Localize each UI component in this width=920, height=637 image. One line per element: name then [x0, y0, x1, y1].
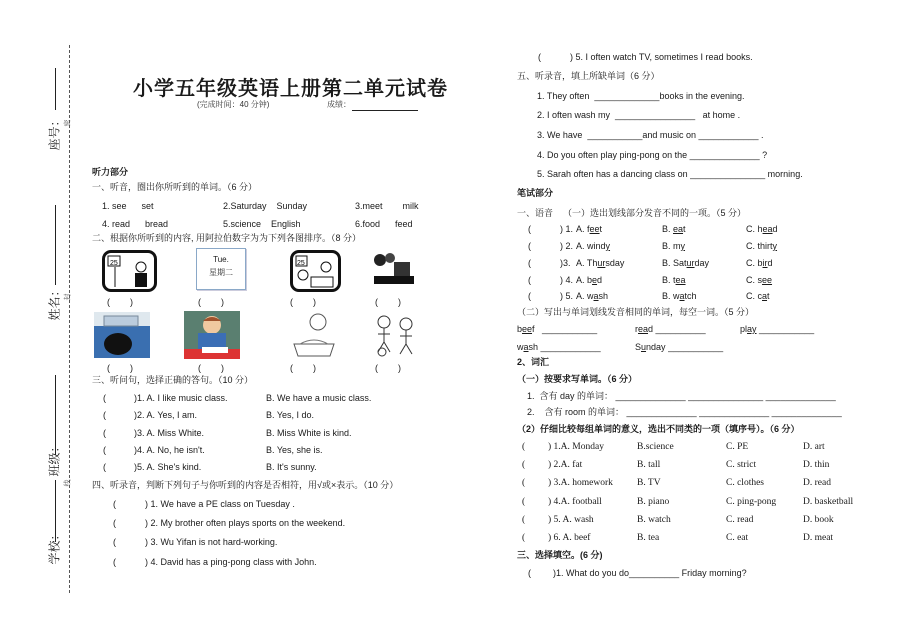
- underlined-letters: ea: [675, 275, 686, 285]
- picture-teacher-calendar: [102, 250, 157, 292]
- answer-paren[interactable]: ( ): [198, 363, 224, 373]
- word-choice-item[interactable]: 6.food feed: [355, 219, 413, 229]
- option-c: C. read: [726, 515, 754, 525]
- option-label: B.: [662, 224, 674, 234]
- word-part: b: [517, 324, 523, 334]
- option-label: A.: [576, 291, 588, 301]
- option-a: [576, 223, 602, 235]
- option-a: ) 2.A. fat: [548, 460, 583, 470]
- question-heading: 三、选择填空。(6 分): [517, 550, 603, 560]
- underlined-letters: ea: [762, 224, 773, 234]
- option-a: )3. A. Miss White.: [134, 428, 205, 438]
- sound-word[interactable]: [635, 323, 706, 335]
- answer-paren[interactable]: ( ): [290, 297, 316, 307]
- option-c: [746, 274, 772, 286]
- answer-paren[interactable]: (: [528, 224, 531, 234]
- fill-blank-sentence[interactable]: 5. Sarah often has a dancing class on _______________ morning.: [537, 169, 803, 179]
- choice-question[interactable]: )1. What do you do__________ Friday morning?: [553, 568, 747, 578]
- word-part: d: [648, 324, 654, 334]
- underlined-letters: ea: [673, 224, 684, 234]
- answer-paren[interactable]: (: [113, 499, 116, 509]
- word-part: m: [673, 241, 681, 251]
- option-b: B. piano: [637, 497, 670, 507]
- question-heading: 2、词汇: [517, 357, 550, 367]
- answer-paren[interactable]: (: [103, 428, 106, 438]
- answer-paren[interactable]: (: [113, 518, 116, 528]
- shop-calendar-drawing: [293, 253, 338, 289]
- underlined-letters: u: [641, 342, 647, 352]
- word-part: w: [587, 291, 594, 301]
- underlined-letters: ur: [597, 258, 606, 268]
- word-part: d: [767, 258, 773, 268]
- answer-paren[interactable]: (: [103, 462, 106, 472]
- word-part: d: [772, 224, 778, 234]
- word-part: c: [757, 291, 763, 301]
- seal-char-mi: 密: [64, 119, 72, 127]
- question-heading: 二、根据你所听到的内容, 用阿拉伯数字为为下列各图排序。（8 分）: [92, 233, 362, 243]
- word-part: b: [587, 275, 593, 285]
- option-d: D. meat: [803, 533, 834, 543]
- option-label: C.: [746, 224, 758, 234]
- picture-boys-football: [370, 312, 420, 358]
- word-part: Sat: [673, 258, 687, 268]
- option-d: D. basketball: [803, 497, 854, 507]
- word-part: f: [587, 224, 590, 234]
- option-a: [576, 274, 602, 286]
- underlined-letters: a: [679, 291, 685, 301]
- underlined-letters: y: [772, 241, 778, 251]
- option-d: D. book: [803, 515, 834, 525]
- answer-paren[interactable]: ( ): [375, 297, 401, 307]
- note-day-en: Tue.: [213, 255, 229, 264]
- sub-heading: （一）按要求写单词。（6 分）: [517, 374, 638, 384]
- option-a: ) 6. A. beef: [548, 533, 591, 543]
- judgement-sentence: ) 1. We have a PE class on Tuesday .: [145, 499, 295, 509]
- answer-paren[interactable]: ( ): [198, 297, 224, 307]
- underlined-letters: ea: [638, 324, 649, 334]
- option-b: [662, 257, 709, 269]
- option-c: C. PE: [726, 442, 749, 452]
- option-label: B.: [662, 291, 674, 301]
- option-b: B. Miss White is kind.: [266, 428, 352, 438]
- seat-label: 座号：: [47, 114, 62, 151]
- answer-blank[interactable]: ___________: [756, 324, 815, 334]
- question-number: ) 2.: [560, 241, 574, 251]
- picture-shop-calendar: [290, 250, 341, 292]
- answer-paren[interactable]: ( ): [375, 363, 401, 373]
- binding-dashed-line: [69, 45, 70, 593]
- option-c: [746, 257, 773, 269]
- answer-blank[interactable]: ____________: [538, 342, 601, 352]
- answer-paren[interactable]: (: [522, 478, 526, 488]
- class-label: 班级：: [47, 440, 62, 477]
- picture-boy-computer: [94, 312, 150, 358]
- answer-paren[interactable]: ( ): [290, 363, 316, 373]
- judgement-sentence: ) 4. David has a ping-pong class with John.: [145, 557, 317, 567]
- word-part: wind: [587, 241, 606, 251]
- sound-word[interactable]: [517, 323, 597, 335]
- score-label: 成绩：: [327, 100, 351, 109]
- option-b: B. We have a music class.: [266, 393, 372, 403]
- answer-blank[interactable]: ___________: [534, 324, 598, 334]
- option-c: C. clothes: [726, 478, 764, 488]
- question-heading: （二）写出与单词划线发音相同的单词，每空一词。（5 分）: [517, 307, 755, 317]
- option-label: A.: [576, 275, 588, 285]
- answer-paren[interactable]: (: [522, 515, 526, 525]
- option-c: C. strict: [726, 460, 757, 470]
- question-heading: 四、听录音，判断下列句子与你听到的内容是否相符，用√或×表示。（10 分）: [92, 480, 399, 490]
- word-part: t: [673, 275, 676, 285]
- answer-paren[interactable]: (: [528, 275, 531, 285]
- word-part: sh: [528, 342, 539, 352]
- option-c: [746, 223, 778, 235]
- option-b: B. It's sunny.: [266, 462, 317, 472]
- question-heading: 三、听问句，选择正确的答句。（10 分）: [92, 375, 254, 385]
- note-day-cn: 星期二: [209, 268, 233, 277]
- boys-football-drawing: [370, 312, 420, 358]
- score-blank[interactable]: [352, 110, 418, 111]
- option-b: [662, 223, 686, 235]
- picture-computer-room: [370, 250, 418, 290]
- answer-blank[interactable]: ___________: [665, 342, 724, 352]
- underlined-letters: ee: [522, 324, 533, 334]
- answer-paren[interactable]: (: [113, 557, 116, 567]
- word-part: h: [757, 224, 763, 234]
- option-b: B. Yes, I do.: [266, 410, 315, 420]
- svg-text:25: 25: [110, 260, 118, 267]
- word-choice-item[interactable]: 5.science English: [223, 219, 301, 229]
- option-label: C.: [746, 258, 758, 268]
- boy-computer-drawing: [94, 312, 150, 358]
- question-number: ) 4.: [560, 275, 574, 285]
- option-b: [662, 274, 686, 286]
- underlined-letters: y: [605, 241, 611, 251]
- option-a: ) 1.A. Monday: [548, 442, 604, 452]
- option-a: )4. A. No, he isn't.: [134, 445, 205, 455]
- section-heading-writing: 笔试部分: [517, 188, 554, 198]
- underlined-letters: a: [523, 342, 529, 352]
- option-b: B.science: [637, 442, 674, 452]
- computer-room-drawing: [370, 250, 418, 290]
- underlined-letters: ir: [762, 258, 768, 268]
- answer-paren[interactable]: (: [522, 533, 526, 543]
- fill-blank-sentence[interactable]: 3. We have ___________and music on ____________ .: [537, 130, 764, 140]
- seal-char-feng: 封: [64, 293, 72, 301]
- option-c: [746, 290, 770, 302]
- underlined-letters: ee: [589, 224, 600, 234]
- word-part: t: [683, 224, 686, 234]
- answer-paren[interactable]: (: [522, 442, 526, 452]
- option-label: A.: [576, 241, 588, 251]
- section-heading-listening: 听力部分: [92, 167, 129, 177]
- option-b: B. TV: [637, 478, 661, 488]
- word-choice-item[interactable]: 2.Saturday Sunday: [223, 201, 308, 211]
- word-part: Th: [586, 258, 598, 268]
- word-part: tch: [684, 291, 697, 301]
- underlined-letters: e: [592, 275, 598, 285]
- option-a: [576, 257, 624, 269]
- option-a: )2. A. Yes, I am.: [134, 410, 198, 420]
- word-choice-item[interactable]: 1. see set: [102, 201, 154, 211]
- option-b: [662, 240, 685, 252]
- option-label: C.: [746, 291, 758, 301]
- answer-paren[interactable]: (: [528, 241, 531, 251]
- word-part: nday: [646, 342, 666, 352]
- option-label: B.: [662, 275, 674, 285]
- option-label: B.: [662, 258, 674, 268]
- picture-girl-washing: [290, 310, 338, 358]
- word-part: t: [767, 291, 770, 301]
- word-part: s: [757, 275, 763, 285]
- word-part: sh: [598, 291, 609, 301]
- sound-word[interactable]: [517, 341, 601, 353]
- option-c: C. eat: [726, 533, 749, 543]
- fill-blank-sentence[interactable]: 4. Do you often play ping-pong on the ______________ ?: [537, 150, 768, 160]
- question-number: )3.: [560, 258, 571, 268]
- option-a: ) 3.A. homework: [548, 478, 613, 488]
- answer-blank[interactable]: __________: [653, 324, 706, 334]
- word-choice-item[interactable]: 4. read bread: [102, 219, 169, 229]
- underlined-letters: ay: [747, 324, 757, 334]
- word-part: d: [597, 275, 603, 285]
- judgement-sentence: ) 5. I often watch TV, sometimes I read books.: [570, 52, 753, 62]
- option-b: [662, 290, 697, 302]
- underlined-letters: ur: [686, 258, 695, 268]
- name-line: [55, 205, 56, 285]
- judgement-sentence: ) 2. My brother often plays sports on the weekend.: [145, 518, 346, 528]
- option-a: [576, 290, 608, 302]
- option-d: D. art: [803, 442, 825, 452]
- question-heading: 五、听录音，填上所缺单词（6 分）: [517, 71, 660, 81]
- option-c: [746, 240, 777, 252]
- word-part: r: [635, 324, 638, 334]
- answer-paren[interactable]: (: [528, 258, 531, 268]
- school-label: 学校：: [47, 528, 62, 565]
- name-label: 姓名：: [47, 284, 62, 321]
- option-c: C. ping-pong: [726, 497, 777, 507]
- question-heading: 一、听音，圈出你所听到的单词。（6 分）: [92, 182, 258, 192]
- word-choice-item[interactable]: 3.meet milk: [355, 201, 419, 211]
- option-label: C.: [746, 241, 758, 251]
- picture-boy-writing: [184, 311, 240, 359]
- option-a: [576, 240, 610, 252]
- option-a: )1. A. I like music class.: [134, 393, 228, 403]
- underlined-letters: a: [593, 291, 599, 301]
- option-d: D. read: [803, 478, 831, 488]
- option-label: A.: [576, 258, 587, 268]
- question-heading: 一、语音 （一）选出划线部分发音不同的一项。（5 分）: [517, 208, 747, 218]
- option-a: ) 4.A. football: [548, 497, 602, 507]
- sound-word[interactable]: [635, 341, 723, 353]
- option-b: B. tea: [637, 533, 660, 543]
- sub-heading: （2）仔细比较每组单词的意义，选出不同类的一项（填序号）。（6 分）: [517, 424, 800, 434]
- underlined-letters: a: [762, 291, 768, 301]
- question-number: ) 1.: [560, 224, 574, 234]
- teacher-calendar-drawing: [105, 253, 154, 289]
- option-label: B.: [662, 241, 674, 251]
- answer-paren[interactable]: (: [522, 460, 526, 470]
- fill-blank-sentence[interactable]: 1. They often _____________books in the evening.: [537, 91, 745, 101]
- option-d: D. thin: [803, 460, 830, 470]
- girl-washing-drawing: [290, 310, 338, 358]
- time-limit: (完成时间：40 分钟): [197, 100, 270, 109]
- word-part: S: [635, 342, 642, 352]
- word-part: f: [532, 324, 535, 334]
- word-writing-row[interactable]: 1. 含有 day 的单词： ______________ _______________ ______________: [527, 391, 836, 401]
- option-a: ) 5. A. wash: [548, 515, 594, 525]
- answer-paren[interactable]: (: [538, 52, 541, 62]
- word-part: pl: [740, 324, 748, 334]
- answer-paren[interactable]: (: [103, 410, 106, 420]
- option-a: )5. A. She's kind.: [134, 462, 202, 472]
- answer-paren[interactable]: (: [528, 568, 531, 578]
- option-b: B. watch: [637, 515, 671, 525]
- word-part: day: [694, 258, 710, 268]
- sound-word[interactable]: [740, 323, 814, 335]
- answer-paren[interactable]: ( ): [107, 363, 133, 373]
- judgement-sentence: ) 3. Wu Yifan is not hard-working.: [145, 537, 278, 547]
- option-b: B. tall: [637, 460, 661, 470]
- boy-writing-drawing: [184, 311, 240, 359]
- answer-paren[interactable]: ( ): [107, 297, 133, 307]
- answer-paren[interactable]: (: [113, 537, 116, 547]
- option-label: C.: [746, 275, 758, 285]
- exam-title: 小学五年级英语上册第二单元试卷: [133, 76, 448, 100]
- word-part: t: [599, 224, 603, 234]
- option-b: B. Yes, she is.: [266, 445, 323, 455]
- underlined-letters: ee: [762, 275, 773, 285]
- word-part: b: [757, 258, 763, 268]
- word-part: thirt: [757, 241, 773, 251]
- question-number: ) 5.: [560, 291, 574, 301]
- underlined-letters: y: [680, 241, 686, 251]
- option-label: A.: [576, 224, 588, 234]
- word-writing-row[interactable]: 2. 含有 room 的单词： ______________ ______________ ______________: [527, 407, 842, 417]
- svg-text:25: 25: [297, 260, 305, 267]
- word-part: sday: [605, 258, 625, 268]
- seat-line: [55, 68, 56, 110]
- answer-paren[interactable]: (: [528, 291, 531, 301]
- answer-paren[interactable]: (: [103, 445, 106, 455]
- answer-paren[interactable]: (: [103, 393, 106, 403]
- answer-paren[interactable]: (: [522, 497, 526, 507]
- seal-char-xian: 线: [64, 479, 72, 487]
- word-part: w: [673, 291, 680, 301]
- word-part: w: [517, 342, 524, 352]
- fill-blank-sentence[interactable]: 2. I often wash my ________________ at home .: [537, 110, 741, 120]
- picture-tuesday-note: [196, 248, 246, 290]
